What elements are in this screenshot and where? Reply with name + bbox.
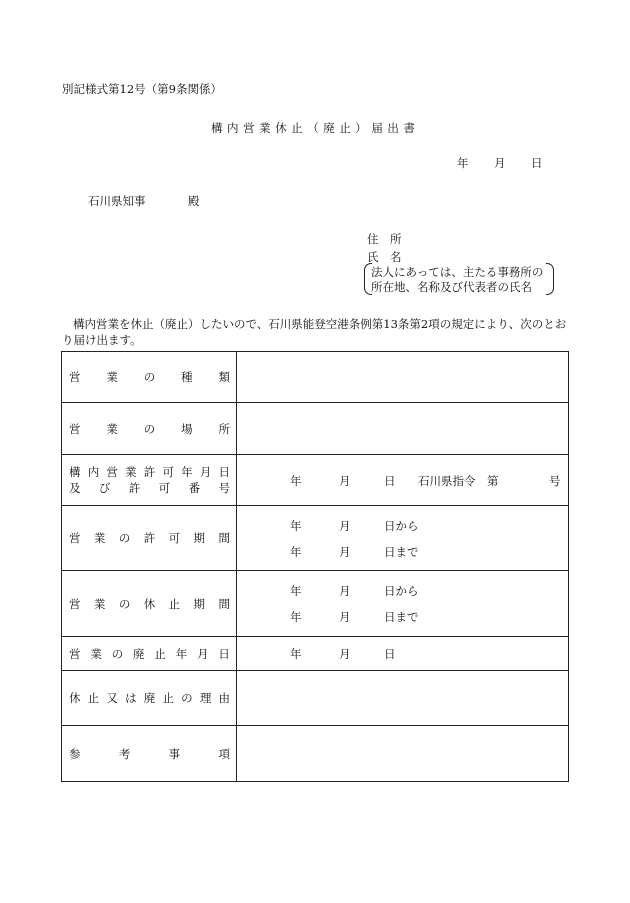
label-char: 項 (218, 746, 230, 761)
date-month: 月 (494, 156, 506, 170)
abolish-day: 日 (384, 647, 396, 661)
field-reason[interactable] (237, 671, 569, 726)
label-char: 書 (403, 121, 415, 135)
field-remarks[interactable] (237, 726, 569, 782)
label-char: 廃 (143, 691, 156, 705)
label-char: 休 (69, 691, 81, 705)
permit-until-day: 日まで (384, 545, 419, 559)
label-char: 営 (243, 121, 255, 135)
label-char: 内 (227, 121, 239, 135)
label-permit-number (69, 480, 230, 496)
label-char: 業 (259, 121, 271, 135)
label-char: 所 (218, 421, 230, 436)
permit-until-month: 月 (339, 545, 351, 559)
label-char: 許 (143, 465, 156, 479)
label-char: び (98, 481, 111, 495)
label-abolish-date (69, 646, 230, 662)
field-suspend-period[interactable] (237, 571, 569, 637)
row-reason (62, 671, 569, 726)
addressee-name: 石川県知事 (88, 194, 146, 208)
form-title (211, 120, 415, 136)
address-label: 住 所 (367, 232, 402, 246)
label-char: 営 (69, 646, 81, 661)
field-business-type[interactable] (237, 352, 569, 403)
label-char: 考 (118, 746, 131, 761)
label-char: 期 (193, 531, 206, 545)
notification-table (61, 351, 569, 782)
suspend-from-year: 年 (290, 584, 302, 598)
label-char: 止 (168, 596, 181, 611)
suspend-from-day: 日から (384, 584, 419, 598)
suspend-until-month: 月 (339, 610, 351, 624)
label-char: 休 (275, 121, 287, 135)
abolish-year: 年 (290, 647, 302, 661)
label-char: 止 (339, 121, 351, 135)
label-char: は (125, 691, 137, 705)
label-char: 営 (106, 465, 118, 479)
label-char: 業 (125, 465, 137, 479)
permit-day: 日 (384, 474, 396, 488)
label-char: 号 (218, 481, 230, 495)
label-char: 日 (218, 646, 230, 661)
corporate-note-line2: 所在地、名称及び代表者の氏名 (371, 280, 532, 294)
label-char: 業 (93, 531, 106, 545)
label-char: 営 (69, 370, 81, 384)
label-char: 内 (87, 465, 100, 479)
label-char: 営 (69, 531, 81, 545)
label-char: 休 (143, 596, 156, 611)
body-text-line1: 構内営業を休止（廃止）したいので、石川県能登空港条例第13条第2項の規定により、次のとお (73, 317, 567, 331)
label-char: 可 (158, 481, 171, 495)
label-char: 理 (199, 691, 212, 705)
permit-from-month: 月 (339, 519, 351, 533)
field-permit-period[interactable] (237, 506, 569, 571)
row-business-type (62, 352, 569, 403)
suspend-until-year: 年 (290, 610, 302, 624)
label-char: 間 (218, 531, 230, 545)
label-permit-date (69, 464, 230, 480)
row-permit-date-number (62, 455, 569, 506)
label-char: 止 (87, 691, 100, 705)
label-char: 営 (69, 421, 81, 436)
label-char: 出 (387, 121, 399, 135)
label-char: 許 (143, 531, 156, 545)
label-char: 廃 (323, 121, 335, 135)
label-char: 間 (218, 596, 230, 611)
field-abolish-date[interactable] (237, 637, 569, 671)
label-char: 許 (128, 481, 141, 495)
name-label: 氏 名 (367, 250, 402, 264)
label-char: 年 (175, 646, 188, 661)
label-char: の (118, 596, 131, 611)
permit-number-suffix: 号 (549, 474, 561, 488)
label-business-type (69, 369, 230, 385)
label-char: 参 (69, 746, 81, 761)
label-char: 止 (291, 121, 303, 135)
label-suspend-period (69, 596, 230, 612)
row-business-place (62, 403, 569, 455)
date-day: 日 (531, 156, 543, 170)
label-char: 期 (193, 596, 206, 611)
label-remarks (69, 746, 230, 762)
label-char: 由 (218, 691, 230, 705)
label-char: 構 (211, 121, 223, 135)
form-number: 別記様式第12号（第9条関係） (62, 82, 222, 96)
row-remarks (62, 726, 569, 782)
label-char: 場 (181, 421, 193, 436)
label-char: 月 (197, 646, 209, 661)
label-char: 営 (69, 596, 81, 611)
field-business-place[interactable] (237, 403, 569, 455)
permit-year: 年 (290, 474, 302, 488)
label-char: 可 (162, 465, 174, 479)
label-char: 業 (106, 421, 118, 436)
permit-from-day: 日から (384, 519, 419, 533)
label-char: 止 (154, 646, 166, 661)
permit-designation: 石川県指令 第 (418, 474, 499, 488)
suspend-until-day: 日まで (384, 610, 419, 624)
suspend-from-month: 月 (339, 584, 351, 598)
label-char: の (181, 691, 193, 705)
label-char: 又 (106, 691, 118, 705)
label-char: 事 (168, 746, 181, 761)
row-suspend-period (62, 571, 569, 637)
abolish-month: 月 (339, 647, 351, 661)
row-permit-period (62, 506, 569, 571)
corporate-note-bracket (364, 263, 554, 295)
body-text-line2: り届け出ます。 (62, 333, 142, 347)
label-char: 業 (106, 370, 118, 384)
label-char: の (143, 421, 156, 436)
label-char: 月 (199, 465, 212, 479)
label-char: 及 (69, 481, 81, 495)
label-char: の (111, 646, 124, 661)
label-char: の (118, 531, 131, 545)
label-char: 届 (371, 121, 383, 135)
label-business-place (69, 421, 230, 437)
label-char: 年 (181, 465, 193, 479)
label-reason (69, 690, 230, 706)
field-permit-date-number[interactable] (237, 455, 569, 506)
label-char: の (143, 370, 156, 384)
permit-from-year: 年 (290, 519, 302, 533)
corporate-note-line1: 法人にあっては、主たる事務所の (371, 265, 544, 279)
label-char: ） (355, 121, 367, 135)
label-char: 構 (69, 465, 81, 479)
label-char: 業 (90, 646, 102, 661)
label-char: 廃 (133, 646, 145, 661)
label-char: 番 (188, 481, 201, 495)
row-abolish-date (62, 637, 569, 671)
permit-month: 月 (339, 474, 351, 488)
addressee-honorific: 殿 (188, 194, 200, 208)
label-char: 種 (181, 370, 193, 384)
label-char: 止 (162, 691, 174, 705)
label-char: 類 (218, 370, 230, 384)
label-char: 可 (168, 531, 181, 545)
label-char: （ (307, 121, 319, 135)
date-year: 年 (457, 156, 469, 170)
label-permit-period (69, 530, 230, 546)
label-char: 日 (218, 465, 230, 479)
permit-until-year: 年 (290, 545, 302, 559)
label-char: 業 (93, 596, 106, 611)
